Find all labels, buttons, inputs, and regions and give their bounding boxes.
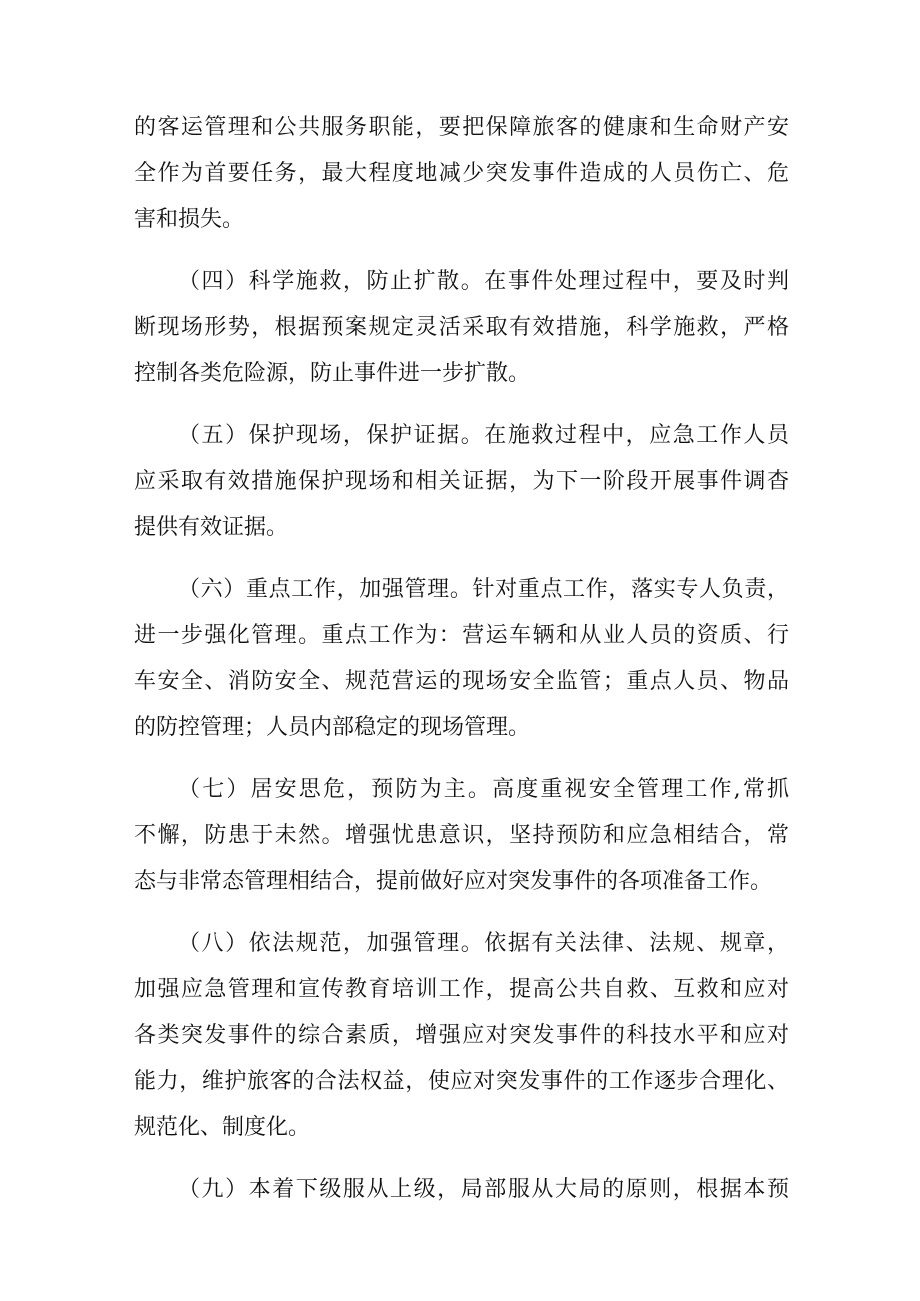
paragraph-4 — [134, 259, 789, 397]
text-line: 规范化、制度化。 — [134, 1115, 311, 1140]
text-line: （八）依法规范，加强管理。依据有关法律、法规、规章， — [178, 931, 789, 956]
text-line: 能力，维护旅客的合法权益，使应对突发事件的工作逐步合理化、 — [134, 1069, 789, 1094]
text-line: 进一步强化管理。重点工作为：营运车辆和从业人员的资质、行 — [134, 623, 789, 648]
text-line: 全作为首要任务，最大程度地减少突发事件造成的人员伤亡、危 — [134, 161, 789, 186]
paragraph-6 — [134, 567, 789, 751]
text-line: 态与非常态管理相结合，提前做好应对突发事件的各项准备工作。 — [134, 869, 773, 894]
text-line: 断现场形势，根据预案规定灵活采取有效措施，科学施救，严格 — [134, 315, 789, 340]
text-line: 车安全、消防安全、规范营运的现场安全监管；重点人员、物品 — [134, 669, 789, 694]
paragraph-8 — [134, 921, 789, 1151]
paragraph-9 — [134, 1167, 789, 1213]
text-line: 各类突发事件的综合素质，增强应对突发事件的科技水平和应对 — [134, 1023, 789, 1048]
text-line: （四）科学施救，防止扩散。在事件处理过程中，要及时判 — [178, 269, 789, 294]
text-line: 加强应急管理和宣传教育培训工作，提高公共自救、互救和应对 — [134, 977, 789, 1002]
text-line: 不懈，防患于未然。增强忧患意识，坚持预防和应急相结合，常 — [134, 823, 789, 848]
text-line: 控制各类危险源，防止事件进一步扩散。 — [134, 361, 531, 386]
text-line: 的客运管理和公共服务职能，要把保障旅客的健康和生命财产安 — [134, 115, 789, 140]
text-line: 害和损失。 — [134, 207, 245, 232]
text-line: （六）重点工作，加强管理。针对重点工作，落实专人负责， — [178, 577, 789, 602]
text-line: （七）居安思危，预防为主。高度重视安全管理工作,常抓 — [178, 777, 789, 802]
paragraph-5 — [134, 413, 789, 551]
text-line: 的防控管理；人员内部稳定的现场管理。 — [134, 715, 531, 740]
text-line: （九）本着下级服从上级，局部服从大局的原则，根据本预 — [178, 1177, 789, 1202]
text-line: 应采取有效措施保护现场和相关证据，为下一阶段开展事件调杳 — [134, 469, 789, 494]
text-line: 提供有效证据。 — [134, 515, 289, 540]
paragraph-7 — [134, 767, 789, 905]
document-body — [134, 105, 789, 1229]
paragraph-continued — [134, 105, 789, 243]
text-line: （五）保护现场，保护证据。在施救过程中，应急工作人员 — [178, 423, 789, 448]
